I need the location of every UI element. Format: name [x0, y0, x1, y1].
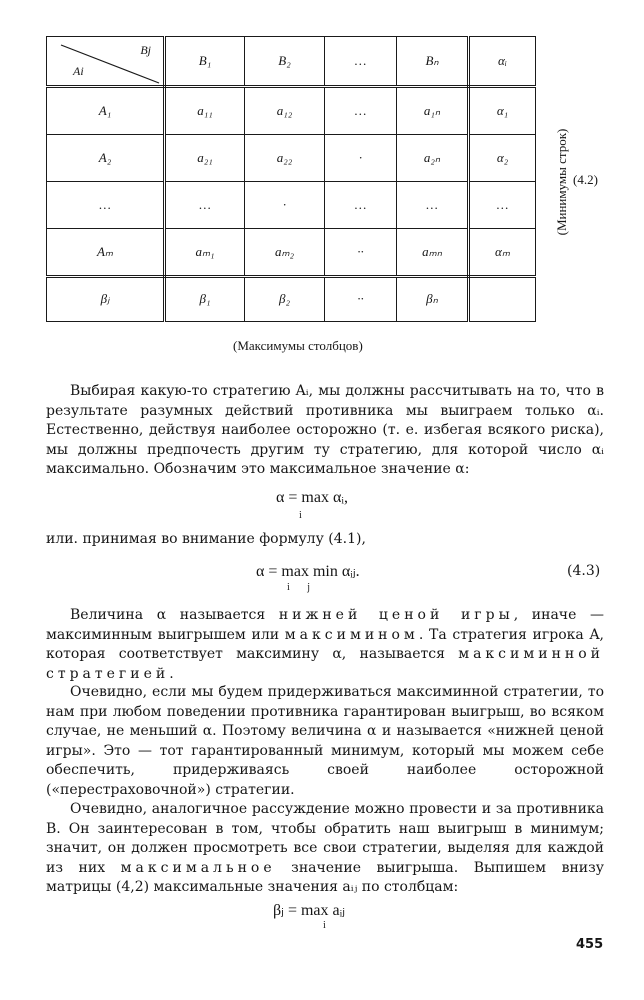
matrix-row	[47, 87, 536, 134]
page-number: 455	[576, 937, 604, 952]
matrix-cell: ·	[245, 182, 325, 229]
matrix-cell: aₘ₂	[245, 229, 325, 276]
matrix-row	[47, 229, 536, 276]
header-cell: Bₙ	[397, 37, 469, 87]
beta-row	[47, 276, 536, 321]
matrix-cell: aₘₙ	[397, 229, 469, 276]
header-cell: B₂	[245, 37, 325, 87]
formula-alpha-maxmin-subscript: i j	[287, 582, 311, 593]
term-maximin-strategy: максиминной стратегией	[46, 646, 604, 682]
matrix-corner-cell	[47, 37, 165, 87]
corner-col-label: Bj	[140, 43, 151, 57]
beta-cell: β₁	[165, 276, 245, 321]
formula-alpha-max-subscript: i	[299, 510, 302, 521]
matrix-cell: …	[165, 182, 245, 229]
matrix-cell: α₂	[469, 134, 536, 181]
matrix-cell: aₘ₁	[165, 229, 245, 276]
header-cell: αᵢ	[469, 37, 536, 87]
term-maximin: максимином	[284, 626, 419, 643]
row-minima-label: (Минимумы строк)	[554, 128, 569, 236]
row-label: …	[47, 182, 165, 229]
term-lower-game-value: нижней ценой игры	[278, 607, 514, 623]
corner-row-label: Ai	[73, 64, 84, 79]
matrix-cell: a₁₂	[245, 87, 325, 134]
matrix-cell: α₁	[469, 87, 536, 134]
paragraph-1: Выбирая какую-то стратегию Aᵢ, мы должны рассчитывать на то, что в результате разумных действий противника мы выиграем только αᵢ. Естественно, действуя наиболее осторожно (т. е. избегая всякого риска), мы должны предпочесть другим ту стратегию, для которой число αᵢ максимально. Обозначим это максимальное значение α:	[46, 383, 604, 477]
equation-number-4-3: (4.3)	[567, 563, 601, 579]
formula-beta-max: βⱼ = max aᵢⱼ	[273, 902, 346, 919]
term-maximal: максимальное	[120, 859, 276, 876]
matrix-row	[47, 182, 536, 229]
row-label: A₁	[47, 87, 165, 134]
formula-alpha-max: α = max αᵢ,	[276, 489, 348, 506]
matrix-cell: a₂₁	[165, 134, 245, 181]
matrix-cell: …	[397, 182, 469, 229]
header-cell: B₁	[165, 37, 245, 87]
paragraph-5: Очевидно, аналогичное рассуждение можно провести и за противника B. Он заинтересован в том, чтобы обратить наш выигрыш в минимум; значит, он должен просмотреть все свои стратегии, выделяя для каждой из них максимальное значение выигрыша. Выпишем внизу матрицы (4,2) максимальные значения aᵢⱼ по столбцам:	[46, 801, 604, 895]
row-label: Aₘ	[47, 229, 165, 276]
matrix-cell: a₁ₙ	[397, 87, 469, 134]
payoff-matrix	[46, 36, 536, 322]
matrix-cell: ··	[325, 229, 397, 276]
row-label: A₂	[47, 134, 165, 181]
matrix-row	[47, 134, 536, 181]
paragraph-4: Очевидно, если мы будем придерживаться максиминной стратегии, то нам при любом поведении противника гарантирован выигрыш, во всяком случае, не меньший α. Поэтому величина α и называется «нижней ценой игры». Это — тот гарантированный минимум, который мы можем себе обеспечить, придерживаясь своей наиболее осторожной («перестраховочной») стратегии.	[46, 684, 604, 798]
formula-alpha-maxmin: α = max min αᵢⱼ.	[256, 563, 360, 580]
paragraph-3: Величина α называется нижней ценой игры, иначе — максиминным выигрышем или максимином. Та стратегия игрока A, которая соответствует максимину α, называется максиминной стратегией.	[46, 607, 604, 682]
beta-cell: βₙ	[397, 276, 469, 321]
formula-beta-max-subscript: i	[323, 920, 326, 931]
matrix-cell: a₂ₙ	[397, 134, 469, 181]
matrix-cell: ·	[325, 134, 397, 181]
header-cell: …	[325, 37, 397, 87]
matrix-cell: …	[325, 182, 397, 229]
matrix-cell: …	[469, 182, 536, 229]
matrix-cell: a₂₂	[245, 134, 325, 181]
matrix-cell: …	[325, 87, 397, 134]
beta-cell: ··	[325, 276, 397, 321]
beta-cell: β₂	[245, 276, 325, 321]
beta-row-label: βⱼ	[47, 276, 165, 321]
column-maxima-caption: (Максимумы столбцов)	[233, 338, 363, 353]
beta-cell	[469, 276, 536, 321]
equation-number-4-2: (4.2)	[573, 172, 598, 187]
matrix-cell: αₘ	[469, 229, 536, 276]
matrix-cell: a₁₁	[165, 87, 245, 134]
matrix-header-row	[47, 37, 536, 87]
paragraph-2: или. принимая во внимание формулу (4.1),	[46, 531, 366, 547]
